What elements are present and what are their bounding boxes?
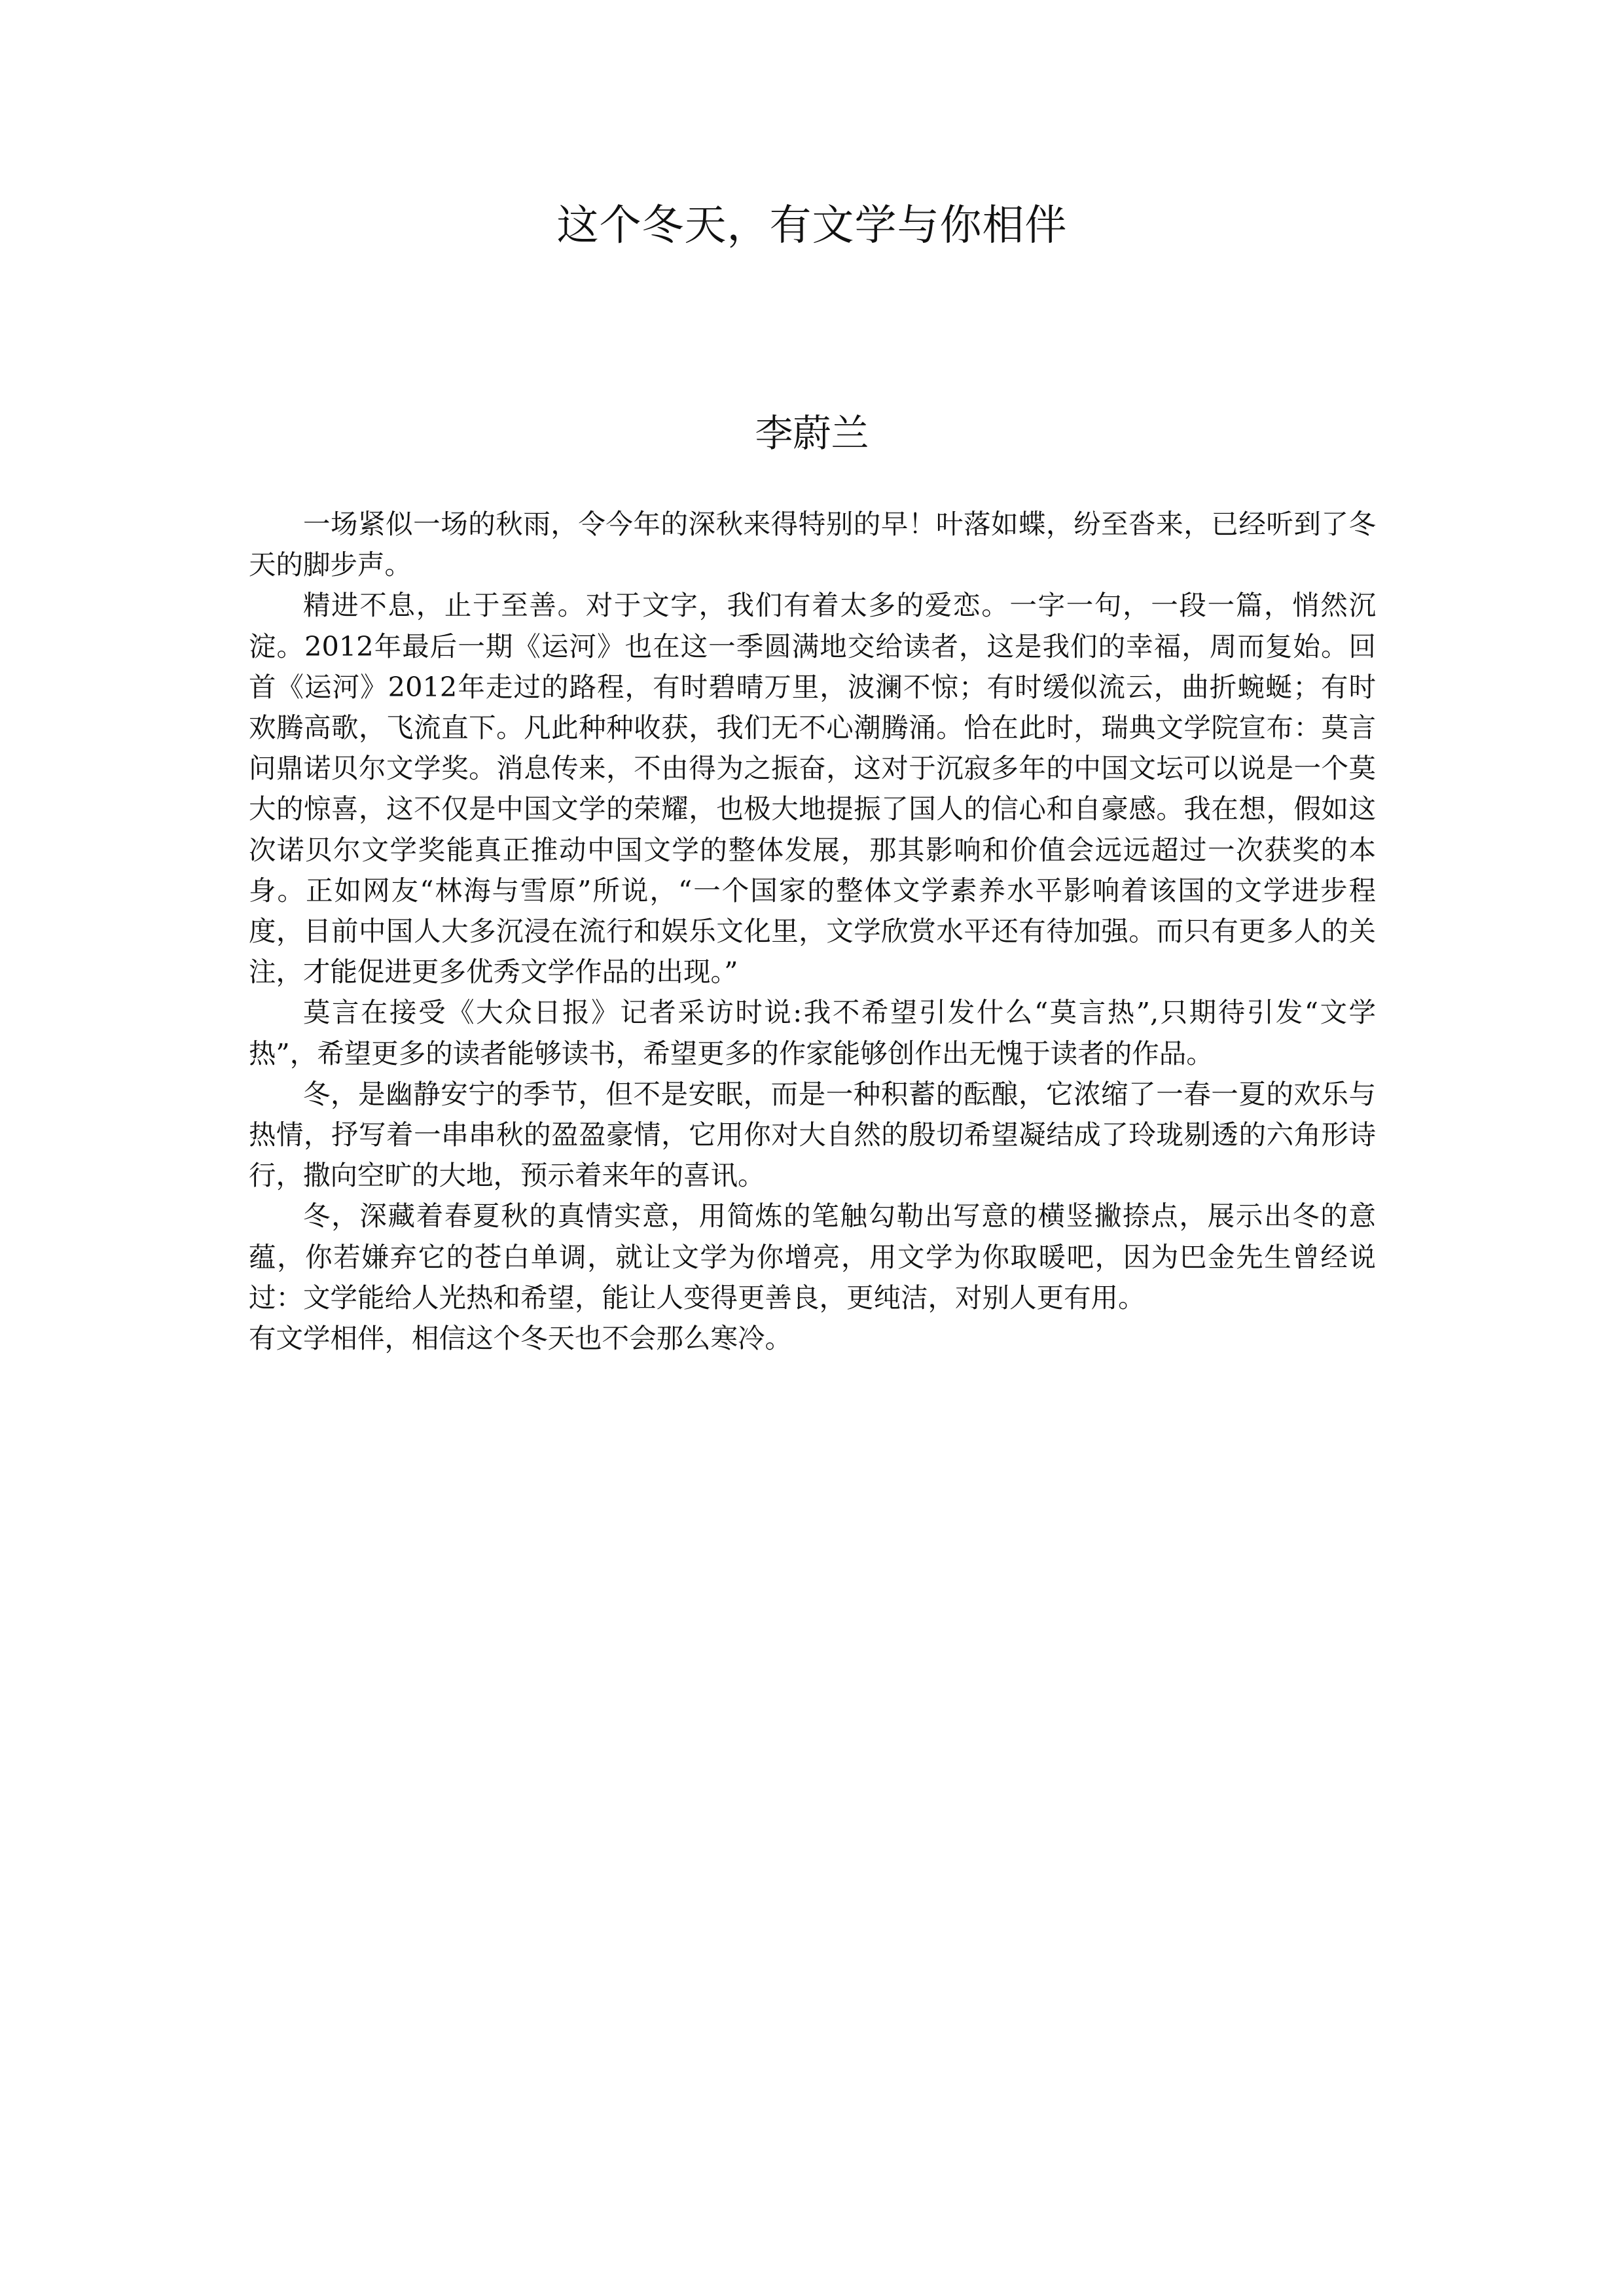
paragraph-4: 冬，是幽静安宁的季节，但不是安眠，而是一种积蓄的酝酿，它浓缩了一春一夏的欢乐与热情，抒写着一串串秋的盈盈豪情，它用你对大自然的殷切希望凝结成了玲珑剔透的六角形诗行，撒向空旷的大地，预示着来年的喜讯。 <box>249 1077 1376 1192</box>
document-title: 这个冬天，有文学与你相伴 <box>556 202 1068 250</box>
article-body <box>249 504 1376 1359</box>
paragraph-2: 精进不息，止于至善。对于文字，我们有着太多的爱恋。一字一句，一段一篇，悄然沉淀。2012年最后一期《运河》也在这一季圆满地交给读者，这是我们的幸福，周而复始。回首《运河》2012年走过的路程，有时碧晴万里，波澜不惊；有时缓似流云，曲折蜿蜒；有时欢腾高歌，飞流直下。凡此种种收获，我们无不心潮腾涌。恰在此时，瑞典文学院宣布：莫言问鼎诺贝尔文学奖。消息传来，不由得为之振奋，这对于沉寂多年的中国文坛可以说是一个莫大的惊喜，这不仅是中国文学的荣耀，也极大地提振了国人的信心和自豪感。我在想，假如这次诺贝尔文学奖能真正推动中国文学的整体发展，那其影响和价值会远远超过一次获奖的本身。正如网友“林海与雪原”所说，“一个国家的整体文学素养水平影响着该国的文学进步程度，目前中国人大多沉浸在流行和娱乐文化里，文学欣赏水平还有待加强。而只有更多人的关注，才能促进更多优秀文学作品的出现。” <box>249 589 1376 988</box>
paragraph-1: 一场紧似一场的秋雨，令今年的深秋来得特别的早！叶落如蝶，纷至沓来，已经听到了冬天的脚步声。 <box>249 508 1376 581</box>
paragraph-3: 莫言在接受《大众日报》记者采访时说:我不希望引发什么“莫言热”,只期待引发“文学热”，希望更多的读者能够读书，希望更多的作家能够创作出无愧于读者的作品。 <box>249 996 1376 1069</box>
author-name: 李蔚兰 <box>755 411 869 456</box>
paragraph-6: 有文学相伴，相信这个冬天也不会那么寒冷。 <box>249 1322 793 1355</box>
paragraph-5: 冬，深藏着春夏秋的真情实意，用简炼的笔触勾勒出写意的横竖撇捺点，展示出冬的意蕴，你若嫌弃它的苍白单调，就让文学为你增亮，用文学为你取暖吧，因为巴金先生曾经说过：文学能给人光热和希望，能让人变得更善良，更纯洁，对别人更有用。 <box>249 1200 1376 1314</box>
